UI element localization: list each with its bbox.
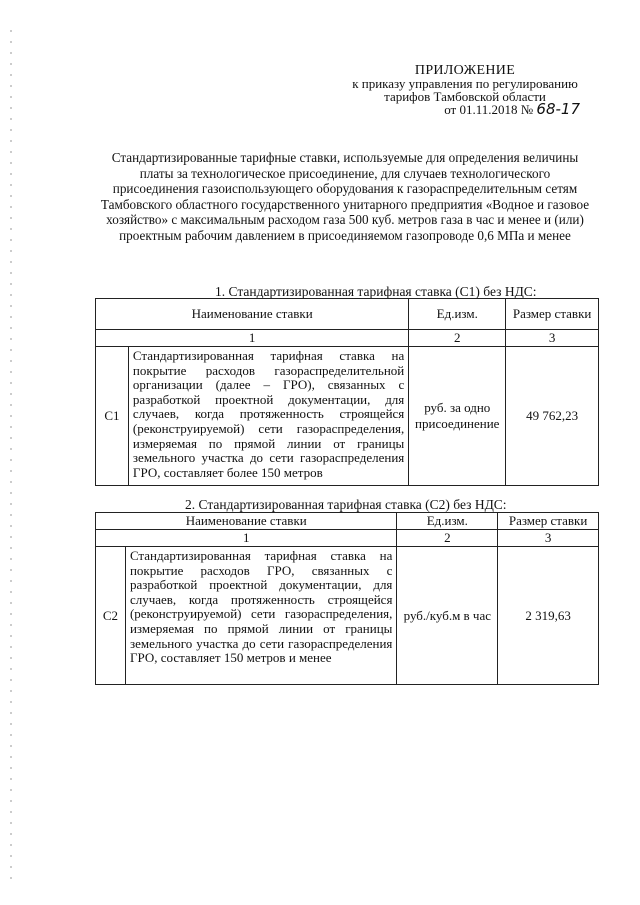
order-date: от 01.11.2018 № bbox=[444, 102, 534, 117]
column-header-unit: Ед.изм. bbox=[397, 513, 498, 530]
order-number-handwritten: 68-17 bbox=[536, 100, 580, 118]
rate-code: С1 bbox=[96, 347, 129, 486]
tariff-table-c1 bbox=[95, 298, 599, 486]
rate-unit: руб. за одно присоединение bbox=[409, 347, 506, 486]
rate-code: С2 bbox=[96, 547, 126, 685]
appendix-title: ПРИЛОЖЕНИЕ bbox=[414, 63, 516, 78]
section-1-heading: 1. Стандартизированная тарифная ставка (С1) без НДС: bbox=[215, 284, 537, 299]
column-header-name: Наименование ставки bbox=[96, 299, 409, 330]
column-header-size: Размер ставки bbox=[506, 299, 599, 330]
section-2-heading: 2. Стандартизированная тарифная ставка (С2) без НДС: bbox=[185, 497, 507, 512]
scan-edge-marks bbox=[2, 0, 20, 905]
column-number-1: 1 bbox=[96, 530, 397, 547]
column-number-2: 2 bbox=[397, 530, 498, 547]
order-date-line bbox=[330, 100, 600, 118]
tariff-table-c2 bbox=[95, 512, 599, 685]
column-header-size: Размер ставки bbox=[498, 513, 599, 530]
document-title: Стандартизированные тарифные ставки, используемые для определения величины платы за технологическое присоединение, для случаев технологического присоединения газоиспользующего оборудования к газораспределительным сетям Тамбовского областного государственного унитарного предприятия «Водное и газовое хозяйство» с максимальным расходом газа 500 куб. метров газа в час и менее и (или) проектным рабочим давлением в присоединяемом газопроводе 0,6 МПа и менее bbox=[100, 150, 590, 243]
column-number-3: 3 bbox=[506, 330, 599, 347]
appendix-header bbox=[330, 64, 600, 116]
column-header-unit: Ед.изм. bbox=[409, 299, 506, 330]
column-number-1: 1 bbox=[96, 330, 409, 347]
column-number-3: 3 bbox=[498, 530, 599, 547]
rate-value: 49 762,23 bbox=[506, 347, 599, 486]
column-header-name: Наименование ставки bbox=[96, 513, 397, 530]
rate-unit: руб./куб.м в час bbox=[397, 547, 498, 685]
order-reference-line1: к приказу управления по регулированию bbox=[352, 76, 578, 91]
rate-value: 2 319,63 bbox=[498, 547, 599, 685]
order-reference-line2: тарифов Тамбовской области bbox=[384, 89, 546, 104]
column-number-2: 2 bbox=[409, 330, 506, 347]
rate-description: Стандартизированная тарифная ставка на покрытие расходов газораспределительной организации (далее – ГРО), связанных с разработкой проектной документации, для случаев, когда протяженность строящейся (реконструируемой) сети газораспределения, измеряемая по прямой линии от границы земельного участка до сети газораспределения ГРО, составляет более 150 метров bbox=[128, 347, 408, 486]
rate-description: Стандартизированная тарифная ставка на покрытие расходов ГРО, связанных с разработкой проектной документации, для случаев, когда протяженность строящейся (реконструируемой) сети газораспределения, измеряемая по прямой линии от границы земельного участка до сети газораспределения ГРО, составляет 150 метров и менее bbox=[125, 547, 396, 685]
